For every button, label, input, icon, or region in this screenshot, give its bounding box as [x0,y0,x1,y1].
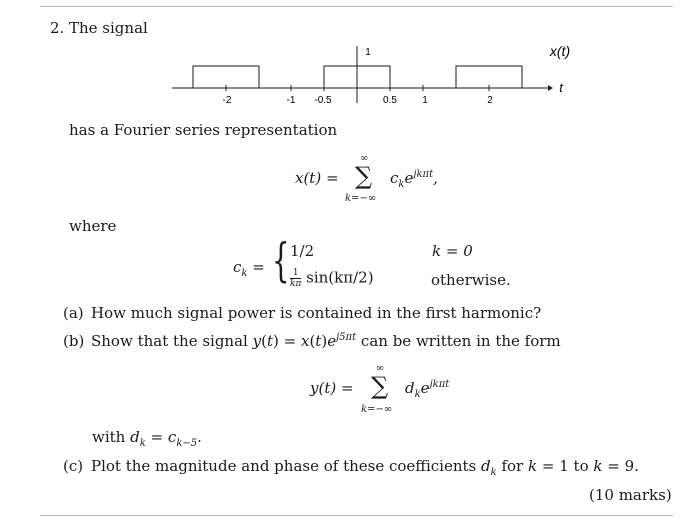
y-term: $d_ke^{jk\pi t}$ [405,379,450,400]
sum-upper: ∞ [360,153,369,164]
y-sum-symbol: ∑ [371,372,389,400]
signal-label: x(t) [549,43,571,59]
fourier-term: $c_ke^{jk\pi t}$, [390,169,438,190]
where-text: where [69,217,117,235]
y-lhs: y(t) = [310,379,354,397]
case1-value: 1/2 [290,242,315,260]
fourier-text: has a Fourier series representation [69,121,338,139]
y-sum-upper: ∞ [376,363,385,374]
part-c-text: Plot the magnitude and phase of these coefficients $d_k$ for k = 1 to k = 9. [91,457,639,478]
fourier-lhs: x(t) = [295,169,339,187]
part-b-text: Show that the signal $y(t) = x(t)e^{j5\pi t}$ can be written in the form [91,332,561,350]
axis-label: t [559,80,563,95]
tick-label: 0.5 [383,95,397,106]
amplitude-label: 1 [365,47,371,58]
axis-arrow [548,85,553,91]
y-sum-lower: k=−∞ [361,404,393,415]
with-line: with $d_k = c_{k-5}$. [92,428,202,449]
question-intro: The signal [69,19,148,37]
case1-cond: k = 0 [432,242,473,260]
part-b-label: (b) [63,332,85,350]
part-c-label: (c) [63,457,84,475]
case2-cond: otherwise. [431,271,511,289]
pulse-right [456,66,522,88]
left-brace: { [272,233,290,287]
marks-text: (10 marks) [589,486,672,504]
bottom-rule [40,515,673,516]
tick-label: 2 [487,95,493,106]
sum-symbol: ∑ [355,162,373,190]
coeff-lhs: $c_k$ = [233,258,265,279]
case2-expr: $\frac{1}{k\pi}$ sin(kπ/2) [290,268,374,289]
tick-label: 1 [422,95,428,106]
tick-label: -1 [286,95,296,106]
tick-label: -2 [222,95,232,106]
question-number: 2. [50,19,65,37]
pulse-left [193,66,259,88]
tick-label: -0.5 [314,95,332,106]
fraction: $\frac{1}{k\pi}$ [290,268,302,289]
part-a-label: (a) [63,304,84,322]
part-a-text: How much signal power is contained in the first harmonic? [91,304,542,322]
sum-lower: k=−∞ [345,193,377,204]
